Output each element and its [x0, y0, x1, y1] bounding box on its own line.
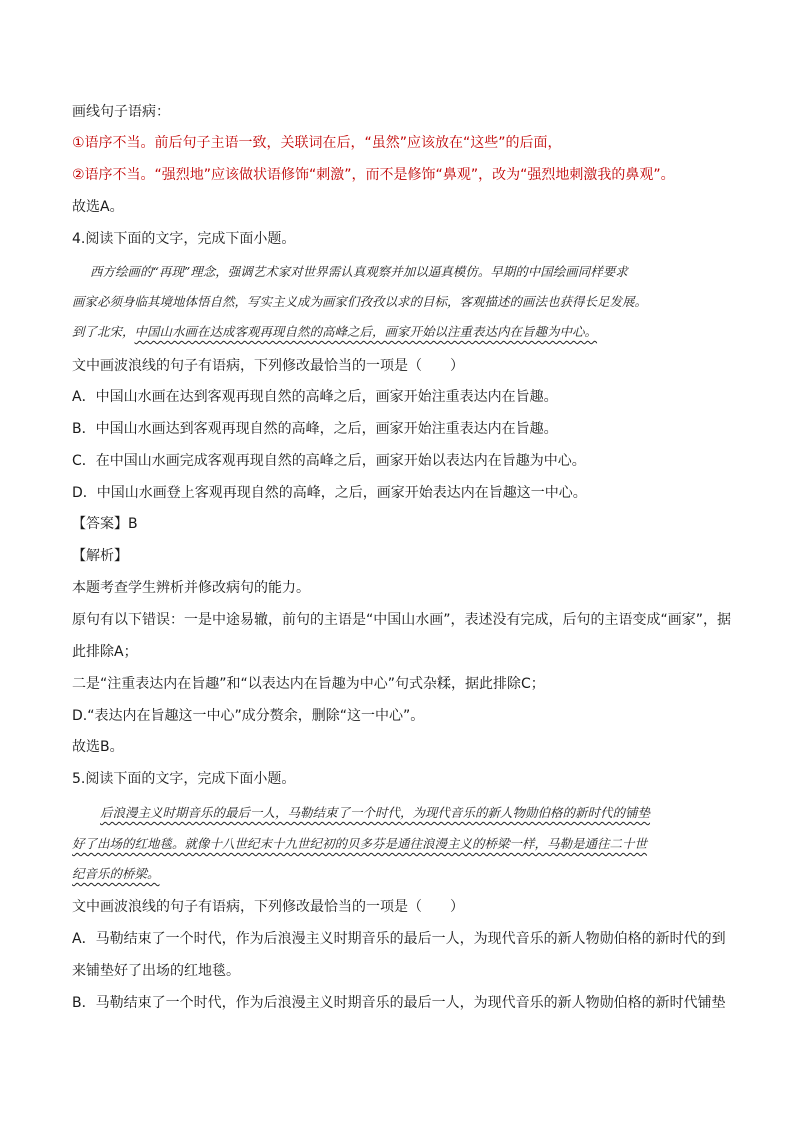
q5-option-a-line-1: A．马勒结束了一个时代，作为后浪漫主义时期音乐的最后一人，为现代音乐的新人物勋伯格的新时代的到 [72, 931, 726, 947]
q4-analysis-2: 原句有以下错误：一是中途易辙，前句的主语是“中国山水画”，表述没有完成，后句的主语变成“画家”，据 [72, 612, 732, 628]
answer-choice: 故选A。 [72, 199, 124, 215]
q4-choose: 故选B。 [72, 739, 124, 755]
q4-analysis-5: D.“表达内在旨趣这一中心”成分赘余，删除“这一中心”。 [72, 708, 425, 724]
q4-option-c: C．在中国山水画完成客观再现自然的高峰之后，画家开始以表达内在旨趣为中心。 [72, 453, 586, 469]
q4-answer: 【答案】B [72, 516, 138, 532]
analysis-point-1: ①语序不当。前后句子主语一致，关联词在后，“虽然”应该放在“这些”的后面， [72, 135, 562, 151]
q5-option-b-line-1: B．马勒结束了一个时代，作为后浪漫主义时期音乐的最后一人，为现代音乐的新人物勋伯格的新时代铺垫 [72, 995, 726, 1011]
q5-passage-line-3: 纪音乐的桥梁。 [72, 866, 160, 881]
q4-analysis-3: 此排除A； [72, 644, 138, 660]
question-5-title: 5.阅读下面的文字，完成下面小题。 [72, 771, 296, 787]
q4-passage-line-3 [72, 322, 597, 342]
q4-passage-plain: 到了北宋， [72, 324, 135, 339]
q5-passage-line-1: 后浪漫主义时期音乐的最后一人，马勒结束了一个时代，为现代音乐的新人物勋伯格的新时代的铺垫 [100, 805, 651, 820]
q5-option-a-line-2: 来铺垫好了出场的红地毯。 [72, 963, 240, 979]
analysis-heading: 画线句子语病： [72, 104, 170, 120]
q4-analysis-4: 二是“注重表达内在旨趣”和“以表达内在旨趣为中心”句式杂糅，据此排除C； [72, 676, 545, 692]
q4-wavy-sentence: 中国山水画在达成客观再现自然的高峰之后，画家开始以注重表达内在旨趣为中心。 [134, 324, 598, 339]
q4-question: 文中画波浪线的句子有语病，下列修改最恰当的一项是（ ） [72, 358, 464, 374]
q4-passage-line-1: 西方绘画的“再现”理念，强调艺术家对世界需认真观察并加以逼真模仿。早期的中国绘画同样要求 [90, 264, 628, 279]
q4-analysis-1: 本题考查学生辨析并修改病句的能力。 [72, 580, 310, 596]
q5-passage-line-2: 好了出场的红地毯。就像十八世纪末十九世纪初的贝多芬是通往浪漫主义的桥梁一样，马勒是通往二十世 [72, 836, 648, 851]
q4-option-b: B．中国山水画达到客观再现自然的高峰，之后，画家开始注重表达内在旨趣。 [72, 421, 558, 437]
q5-question: 文中画波浪线的句子有语病，下列修改最恰当的一项是（ ） [72, 899, 464, 915]
analysis-point-2: ②语序不当。“强烈地”应该做状语修饰“刺激”，而不是修饰“鼻观”，改为“强烈地刺激我的鼻观”。 [72, 167, 675, 183]
question-4-title: 4.阅读下面的文字，完成下面小题。 [72, 231, 296, 247]
q4-passage-line-2: 画家必须身临其境地体悟自然，写实主义成为画家们孜孜以求的目标，客观描述的画法也获得长足发展。 [72, 294, 648, 309]
q4-option-a: A．中国山水画在达到客观再现自然的高峰之后，画家开始注重表达内在旨趣。 [72, 389, 558, 405]
q4-option-d: D．中国山水画登上客观再现自然的高峰，之后，画家开始表达内在旨趣这一中心。 [72, 485, 587, 501]
q4-analysis-label: 【解析】 [72, 548, 128, 564]
